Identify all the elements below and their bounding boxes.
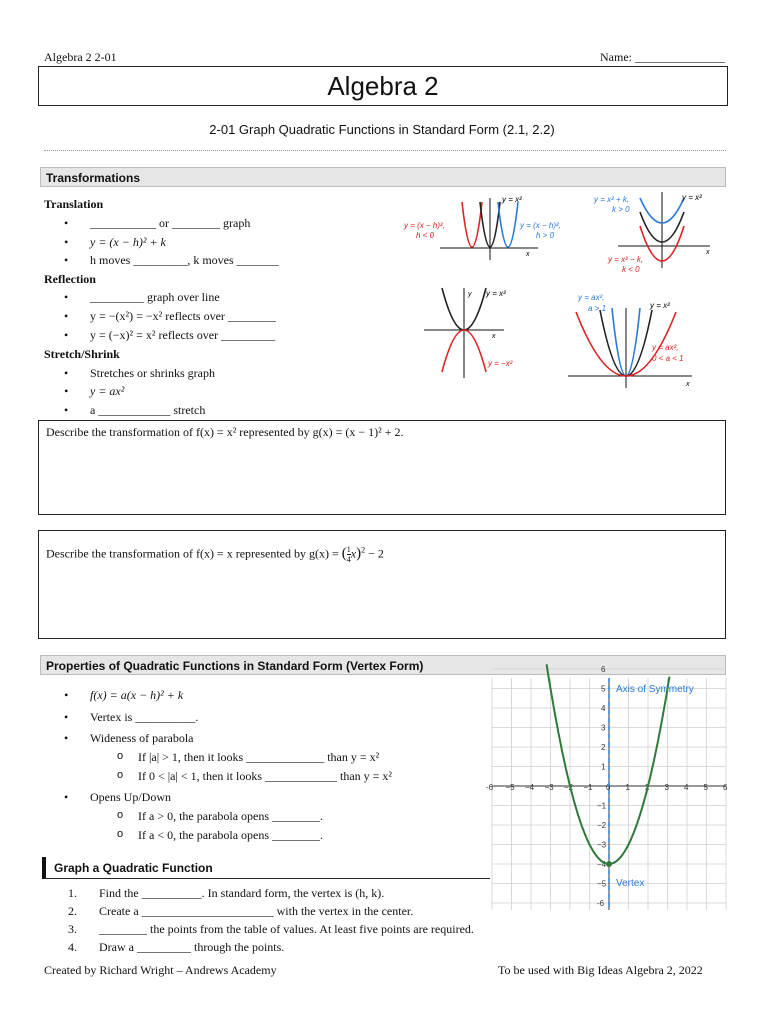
list-subitem: o If a < 0, the parabola opens ________. — [117, 828, 323, 843]
list-subitem: o If |a| > 1, then it looks _____________ than y = x² — [117, 750, 379, 765]
x-tick-label: 2 — [645, 783, 650, 792]
x-tick-label: -6 — [486, 783, 494, 792]
list-item: • _________ graph over line — [66, 290, 220, 305]
reflection-heading: Reflection — [44, 272, 96, 286]
list-subitem: o If 0 < |a| < 1, then it looks ____________ than y = x² — [117, 769, 392, 784]
vertex-point — [606, 861, 612, 867]
list-item: • y = (x − h)² + k — [66, 235, 166, 250]
vertex-label: Vertex — [616, 878, 645, 889]
stretch-heading: Stretch/Shrink — [44, 347, 120, 361]
vertex-form-graph — [486, 665, 728, 910]
page-title: Algebra 2 — [38, 66, 728, 106]
course-code: Algebra 2 2-01 — [44, 50, 117, 64]
y-tick-label: 6 — [601, 665, 606, 674]
footer-textbook: To be used with Big Ideas Algebra 2, 2022 — [498, 963, 703, 977]
graph-reflection — [424, 288, 513, 378]
svg-text:x: x — [492, 333, 496, 340]
y-tick-label: 2 — [601, 743, 606, 752]
svg-text:y = x²: y = x² — [650, 301, 670, 310]
svg-text:h > 0: h > 0 — [536, 231, 555, 240]
exercise-2-prompt: Describe the transformation of f(x) = x represented by g(x) = ( $\frac{1}{4}$ x)$^2$ − 2 — [46, 545, 384, 564]
list-item: • y = ax² — [66, 384, 124, 399]
section-graph-quadratic: Graph a Quadratic Function — [42, 857, 490, 879]
x-tick-label: −5 — [505, 783, 515, 792]
list-item: 2. Create a ______________________ with the vertex in the center. — [68, 904, 414, 918]
y-tick-label: 5 — [601, 684, 606, 694]
x-tick-label: 0 — [606, 783, 611, 792]
axis-of-symmetry-label: Axis of Symmetry — [616, 684, 694, 695]
svg-text:x: x — [686, 381, 690, 388]
section-properties: Properties of Quadratic Functions in Standard Form (Vertex Form) — [40, 655, 726, 675]
footer-credit: Created by Richard Wright – Andrews Academy — [44, 963, 277, 977]
svg-text:a > 1: a > 1 — [588, 304, 607, 313]
x-tick-label: −3 — [544, 783, 554, 792]
y-tick-label: −1 — [597, 801, 607, 811]
svg-text:h < 0: h < 0 — [416, 231, 435, 240]
svg-text:y = −x²: y = −x² — [488, 359, 513, 368]
y-tick-label: −4 — [597, 860, 607, 869]
list-item: • Stretches or shrinks graph — [66, 366, 215, 381]
list-item: • Opens Up/Down — [66, 790, 171, 805]
graph-stretch-shrink — [568, 293, 692, 388]
graph-vertical-translation — [593, 192, 710, 274]
y-tick-label: 4 — [601, 704, 606, 713]
svg-text:y = ax²,: y = ax², — [578, 293, 605, 302]
x-tick-label: −4 — [525, 783, 535, 792]
transformation-figures — [400, 188, 730, 418]
x-tick-label: 3 — [664, 783, 669, 792]
svg-text:y = x² − k,: y = x² − k, — [608, 255, 644, 264]
exercise-box-1[interactable] — [38, 420, 726, 515]
lesson-subtitle: 2-01 Graph Quadratic Functions in Standard Form (2.1, 2.2) — [209, 122, 555, 137]
list-item: • Wideness of parabola — [66, 731, 193, 746]
svg-text:k < 0: k < 0 — [622, 265, 640, 274]
svg-text:y: y — [468, 291, 472, 298]
label: y = x² — [502, 195, 522, 204]
list-item: • h moves _________, k moves _______ — [66, 253, 279, 268]
y-tick-label: −5 — [597, 879, 607, 889]
y-tick-label: 3 — [601, 723, 606, 733]
graph-horizontal-translation — [403, 195, 561, 260]
name-field-label: Name: _______________ — [600, 50, 725, 64]
x-tick-label: 5 — [703, 783, 708, 792]
section-transformations: Transformations — [40, 167, 726, 187]
x-tick-label: 1 — [625, 783, 630, 792]
x-tick-label: −2 — [564, 783, 574, 792]
svg-text:k > 0: k > 0 — [612, 205, 630, 214]
y-tick-label: −3 — [597, 840, 607, 850]
list-item: • y = (−x)² = x² reflects over _________ — [66, 328, 275, 343]
list-item: • ___________ or ________ graph — [66, 216, 250, 231]
svg-text:y = (x − h)²,: y = (x − h)², — [404, 221, 445, 230]
divider — [44, 150, 726, 151]
list-item: 4. Draw a _________ through the points. — [68, 940, 285, 954]
y-tick-label: 1 — [601, 762, 606, 772]
x-tick-label: 6 — [723, 783, 728, 792]
list-subitem: o If a > 0, the parabola opens ________. — [117, 809, 323, 824]
y-tick-label: −2 — [597, 821, 607, 830]
translation-heading: Translation — [44, 197, 104, 211]
svg-text:y = x²: y = x² — [486, 289, 506, 298]
svg-text:x: x — [526, 251, 530, 258]
svg-text:y = ax²,: y = ax², — [652, 343, 679, 352]
list-item: • Vertex is __________. — [66, 710, 198, 725]
list-item: • y = −(x²) = −x² reflects over ________ — [66, 309, 276, 324]
y-tick-label: -6 — [597, 899, 605, 908]
list-item: 1. Find the __________. In standard form, the vertex is (h, k). — [68, 886, 385, 900]
list-item: 3. ________ the points from the table of values. At least five points are required. — [68, 922, 474, 936]
svg-text:y = x² + k,: y = x² + k, — [594, 195, 630, 204]
x-tick-label: −1 — [583, 783, 593, 792]
svg-text:y = x²: y = x² — [682, 193, 702, 202]
svg-text:x: x — [706, 249, 710, 256]
list-item: • f(x) = a(x − h)² + k — [66, 688, 183, 703]
list-item: • a ____________ stretch — [66, 403, 205, 418]
svg-text:y = (x − h)²,: y = (x − h)², — [520, 221, 561, 230]
exercise-box-2[interactable] — [38, 530, 726, 639]
x-tick-label: 4 — [684, 783, 689, 792]
exercise-1-prompt: Describe the transformation of f(x) = x² represented by g(x) = (x − 1)² + 2. — [46, 425, 404, 439]
svg-text:0 < a < 1: 0 < a < 1 — [652, 354, 684, 363]
